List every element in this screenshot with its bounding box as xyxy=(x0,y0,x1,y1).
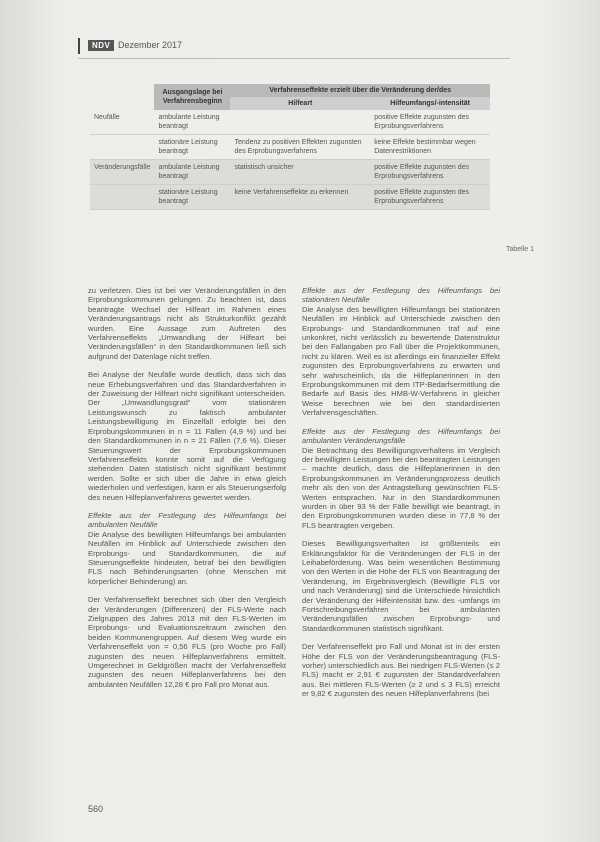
paragraph: Dieses Bewilligungsverhalten ist größtenteils ein Erklärungsfaktor für die Veränderungen der FLS in der Leihabeförderung. Was beim wesentlichen Bestimmung von den Werten in die Höhe der FLS von Beantragung der Veränderung, im Ergebnisvergleich (Bewilligte FLS vor und nach Veränderung) sind die Unterschiede hinsichtlich der Veränderung der Hilfeintensität bzw. des -umfangs im Fortschreibungsverfahren bei ambulanten Veränderungsfällen zwischen Erprobungs- und Standardkommunen statistisch signifikant. xyxy=(302,539,500,633)
paragraph: Die Analyse des bewilligten Hilfeumfangs bei ambulanten Neufällen im Hinblick auf Unterschiede zwischen den Erprobungs- und Standardkommunen, die auf Steuerungseffekte hindeuten, betraf bei den bewilligten FLS nach Behinderungsarten (ohne Menschen mit körperlicher Behinderung) an. xyxy=(88,529,286,586)
page-number: 560 xyxy=(88,804,104,814)
table-head-umfang: Hilfeumfangs/-intensität xyxy=(370,97,490,110)
right-column xyxy=(302,286,500,708)
header-rule xyxy=(78,38,80,54)
section-heading: Effekte aus der Festlegung des Hilfeumfangs bei ambulanten Neufälle xyxy=(88,510,286,530)
left-column xyxy=(88,286,286,698)
row-ausgang: ambulante Leistung beantragt xyxy=(154,110,230,135)
row-ausgang: stationäre Leistung beantragt xyxy=(154,135,230,160)
section-heading: Effekte aus der Festlegung des Hilfeumfangs bei stationären Neufälle xyxy=(302,286,500,305)
table-row xyxy=(90,110,490,135)
row-hilfeart: Tendenz zu positiven Effekten zugunsten des Erprobungsverfahrens xyxy=(230,135,370,160)
row-umfang: positive Effekte zugunsten des Erprobungsverfahrens xyxy=(370,185,490,210)
journal-badge: NDV xyxy=(88,40,114,51)
paragraph: Die Analyse des bewilligten Hilfeumfangs bei stationären Neufällen im Hinblick auf Unterschiede zwischen den Erprobungs- und Standardkommunen traf auf eine unkonkret, nicht verlässlich zu bewertende Datenstruktur bei den Fallangaben pro Fall über die Projektkommunen, nicht zu klären. Weil es ist allerdings ein finanzieller Effekt zugunsten des Erprobungsverfahrens zu erwarten und sehr wahrscheinlich, da die Hilfeplanerinnen in den Erprobungskommunen mit dem ITP-Bedarfsermittlung die Bedarfe auf Basis des HMB-W-Verfahrens in gleicher Weise berechnen wie bei den standardisierten Verfahrensgeschäften. xyxy=(302,304,500,418)
paragraph: Bei Analyse der Neufälle wurde deutlich, dass sich das neue Erhebungsverfahren und das Standardverfahren in der Zuweisung der Hilfeart nicht signifikant unterscheiden. Der „Umwandlungsgrad“ vom stationären Leistungswunsch zu faktisch ambulanter Leistungsbewilligung im Einzelfall erfolgte bei den Erprobungskommunen in n = 11 Fällen (4,9 %) und bei den Standardkommunen in n = 21 Fällen (7,6 %). Dieser Steuerungswert der Erprobungskommunen Verfahrenseffekts konnte somit auf die Verfügung stehenden Daten statistisch nicht signifikant bestimmt werden. Sollte er sich über die Jahre in etwa gleich wiederholen und verfestigen, kann er als Steuerungserfolg des neuen Hilfeplanverfahrens gewertet werden. xyxy=(88,370,286,502)
paragraph: zu verletzen. Dies ist bei vier Veränderungsfällen in den Erprobungskommunen gelungen. Zu beachten ist, dass beantragte Wechsel der Hilfeart im Rahmen eines Veränderungsantrags nicht als Strukturkonflikt gezählt wurden. Eine Aussage zum Auftreten des Verfahrenseffekts „Umwandlung der Hilfeart bei Veränderungsfällen“ in den Standardkommunen ließ sich aufgrund der Datenlage nicht treffen. xyxy=(88,286,286,361)
row-ausgang: stationäre Leistung beantragt xyxy=(154,185,230,210)
effects-table xyxy=(90,84,490,210)
paragraph: Der Verfahrenseffekt pro Fall und Monat ist in der ersten Höhe der FLS von der Veränderungsbeantragung (FLS-vorher) unterschiedlich aus. Bei niedrigen FLS-Werten (≤ 2 FLS) macht er 2,91 € zugunsten der Standardverfahren aus. Bei mittleren FLS-Werten (≥ 2 und ≤ 3 FLS) erreicht er 9,82 € zugunsten des neuen Hilfeplanverfahrens (bei xyxy=(302,642,500,699)
paragraph: Die Betrachtung des Bewilligungsverhaltens im Vergleich der bewilligten Leistungen bei den beantragten Leistungen – machte deutlich, dass die Hilfeplanerinnen in den Erprobungskommunen im Veränderungsprozess deutlich mehr als den von der Antragstellung gewünschten FLS-Werten entsprachen. Nur in den Standardkommunen wurden in über 93 % der Fälle bewilligt wie beantragt, in den Erprobungskommunen wurden diese in 77,8 % der FLS beantragten vergeben. xyxy=(302,445,500,530)
table-corner xyxy=(90,84,154,110)
row-umfang: keine Effekte bestimmbar wegen Datenrestriktionen xyxy=(370,135,490,160)
table-head-ausgangslage: Ausgangslage bei Verfahrensbeginn xyxy=(154,84,230,110)
row-group xyxy=(90,135,154,160)
row-umfang: positive Effekte zugunsten des Erprobungsverfahrens xyxy=(370,110,490,135)
table-head-hilfeart: Hilfeart xyxy=(230,97,370,110)
header-divider xyxy=(78,58,510,59)
row-ausgang: ambulante Leistung beantragt xyxy=(154,160,230,185)
row-hilfeart xyxy=(230,110,370,135)
table-row xyxy=(90,135,490,160)
row-umfang: positive Effekte zugunsten des Erprobungsverfahrens xyxy=(370,160,490,185)
row-group: Neufälle xyxy=(90,110,154,135)
issue-date: Dezember 2017 xyxy=(118,40,183,50)
table-row xyxy=(90,185,490,210)
table-caption: Tabelle 1 xyxy=(506,246,535,253)
row-group: Veränderungsfälle xyxy=(90,160,154,185)
row-hilfeart: statistisch unsicher xyxy=(230,160,370,185)
table-head-span: Verfahrenseffekte erzielt über die Veränderung der/des xyxy=(230,84,490,97)
row-group xyxy=(90,185,154,210)
row-hilfeart: keine Verfahrenseffekte zu erkennen xyxy=(230,185,370,210)
section-heading: Effekte aus der Festlegung des Hilfeumfangs bei ambulanten Veränderungsfälle xyxy=(302,426,500,446)
table-row xyxy=(90,160,490,185)
paragraph: Der Verfahrenseffekt berechnet sich über den Vergleich der Veränderungen (Differenzen) der FLS-Werte nach Zielgruppen des Jahres 2013 mit den FLS-Werten im Erprobungs- und Evaluationszeitraum zwischen den beiden Kommunengruppen. Auf diesem Weg wurde ein Verfahrenseffekt von = 0,56 FLS (pro Woche pro Fall) zugunsten des neuen Hilfeplanverfahrens ermittelt. Umgerechnet in Geldgrößen macht der Verfahrenseffekt zugunsten des neuen Hilfeplanverfahrens bei den ambulanten Neufällen 12,28 € pro Fall pro Monat aus. xyxy=(88,595,286,689)
